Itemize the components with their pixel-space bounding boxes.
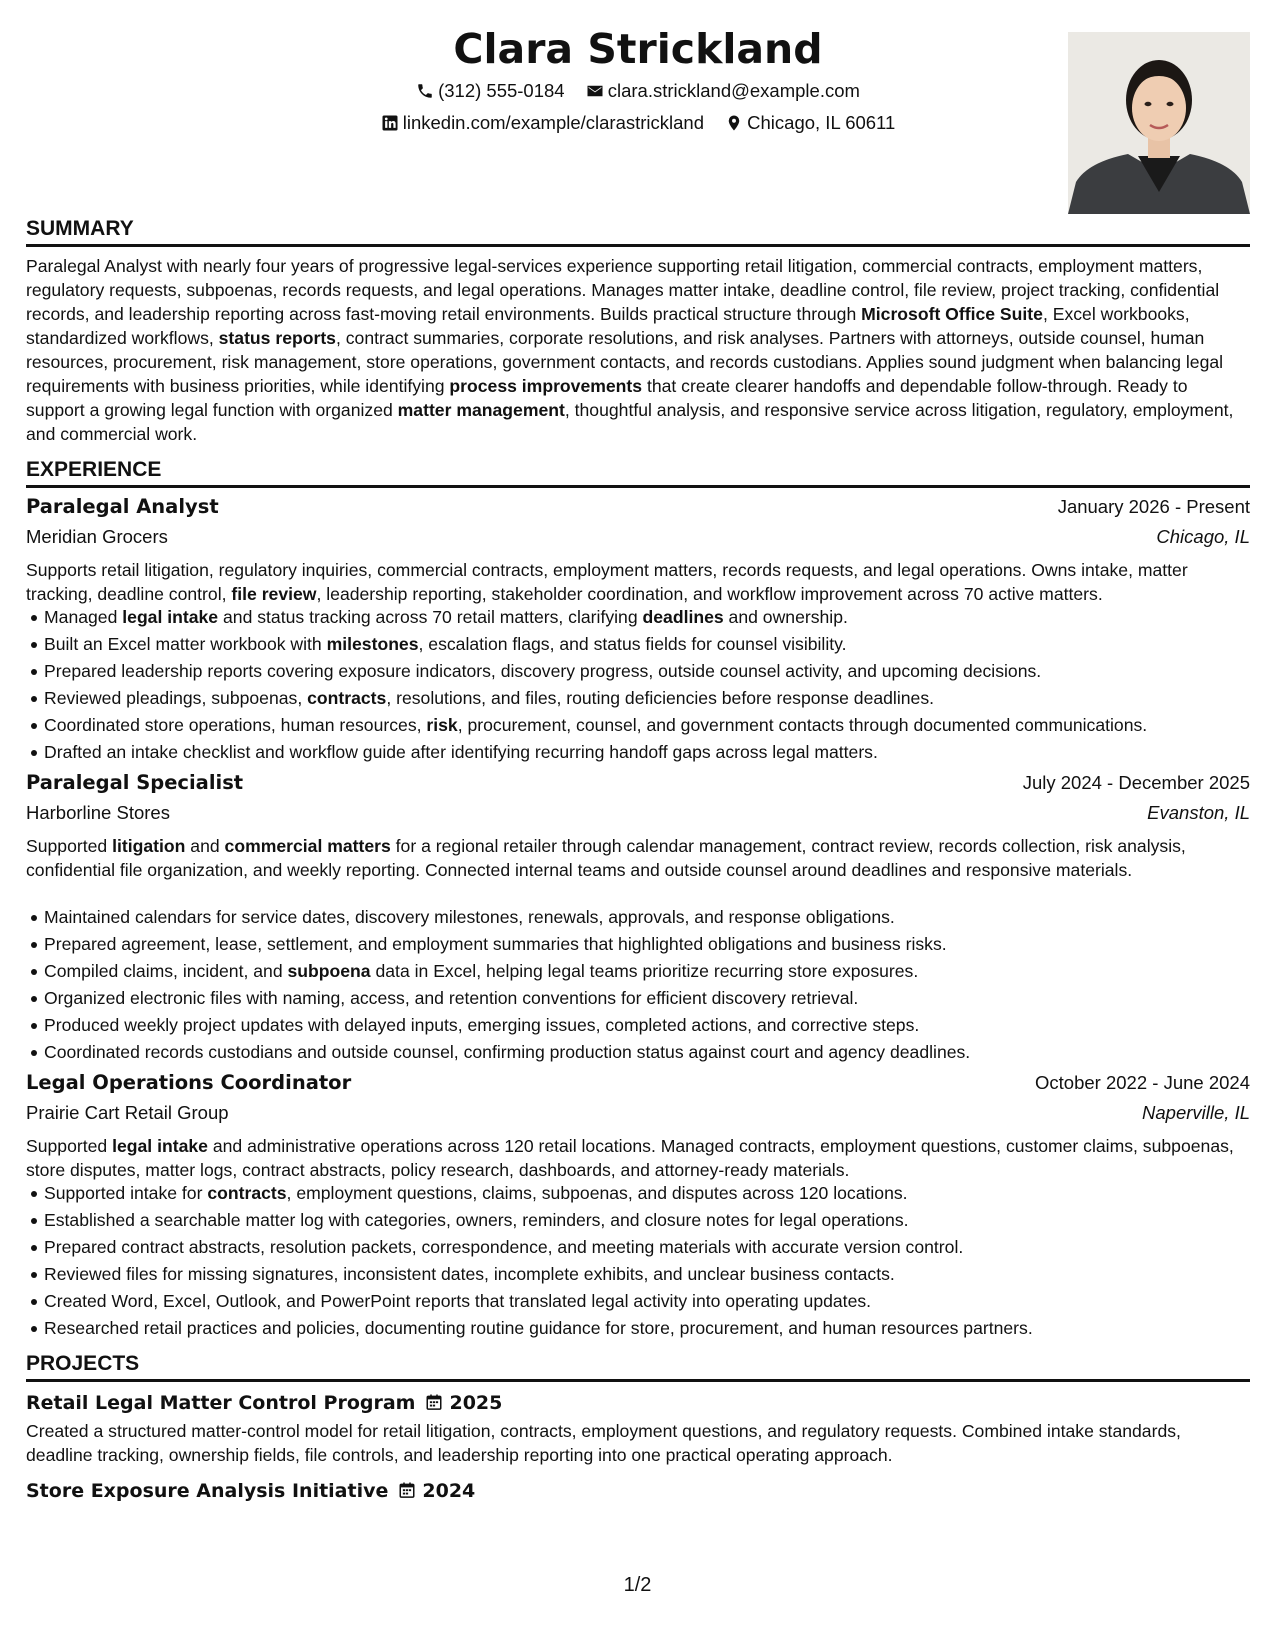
bold-phrase: contracts: [307, 688, 387, 708]
job-title: Legal Operations Coordinator: [26, 1071, 352, 1094]
bullet-item: [44, 1261, 1268, 1288]
bullet-item: [44, 1207, 1268, 1234]
bullet-item: [44, 958, 1268, 985]
job-company: Prairie Cart Retail Group: [26, 1102, 229, 1123]
text-segment: Organized electronic files with naming, access, and retention conventions for efficient discovery retrieval.: [44, 988, 859, 1008]
text-segment: Researched retail practices and policies, documenting routine guidance for store, procurement, and human resources partners.: [44, 1318, 1033, 1338]
text-segment: Created Word, Excel, Outlook, and PowerPoint reports that translated legal activity into operating updates.: [44, 1291, 872, 1311]
bold-phrase: status reports: [218, 328, 336, 348]
project-title: [26, 1477, 475, 1505]
text-segment: Drafted an intake checklist and workflow guide after identifying recurring handoff gaps across legal matters.: [44, 742, 878, 762]
calendar-icon: [398, 1481, 416, 1499]
bullet-item: [44, 985, 1268, 1012]
text-segment: Supported: [26, 1136, 113, 1156]
text-segment: , procurement, counsel, and government contacts through documented communications.: [457, 715, 1148, 735]
bullet-item: [44, 1180, 1268, 1207]
email-text: clara.strickland@example.com: [607, 80, 860, 101]
summary-heading: SUMMARY: [26, 217, 134, 240]
profile-photo: [1068, 32, 1250, 214]
job-bullets: [26, 604, 1268, 766]
text-segment: Coordinated records custodians and outside counsel, confirming production status against court and agency deadlines.: [44, 1042, 971, 1062]
bold-phrase: contracts: [207, 1183, 287, 1203]
text-segment: Prepared leadership reports covering exposure indicators, discovery progress, outside counsel activity, and upcoming decisions.: [44, 661, 1042, 681]
job-summary: [26, 1134, 1250, 1182]
text-segment: Supports retail litigation, regulatory inquiries, commercial contracts, employment matters, records requests, and legal operations. Owns intake, matter tracking, deadline control,: [26, 560, 1188, 604]
contact-phone: [416, 78, 565, 104]
text-segment: Reviewed files for missing signatures, inconsistent dates, incomplete exhibits, and unclear business contacts.: [44, 1264, 895, 1284]
text-segment: that create clearer handoffs and dependable follow-through. Ready to support a growing legal function with organized: [26, 376, 1188, 420]
text-segment: and ownership.: [723, 607, 848, 627]
projects-heading: PROJECTS: [26, 1352, 140, 1375]
project-year: 2024: [422, 1480, 476, 1502]
bullet-item: [44, 685, 1268, 712]
text-segment: Established a searchable matter log with categories, owners, reminders, and closure notes for legal operations.: [44, 1210, 909, 1230]
text-segment: data in Excel, helping legal teams prioritize recurring store exposures.: [370, 961, 919, 981]
text-segment: , resolutions, and files, routing deficiencies before response deadlines.: [386, 688, 935, 708]
contact-line-1: [26, 78, 1250, 104]
resume-page: [26, 0, 1250, 1650]
bullet-item: [44, 631, 1268, 658]
job-summary: [26, 558, 1250, 606]
portrait-image: [1068, 32, 1250, 214]
experience-divider: [26, 485, 1250, 488]
text-segment: Supported intake for: [44, 1183, 208, 1203]
text-segment: , employment questions, claims, subpoenas, and disputes across 120 locations.: [286, 1183, 908, 1203]
text-segment: Produced weekly project updates with delayed inputs, emerging issues, completed actions, and corrective steps.: [44, 1015, 920, 1035]
bullet-item: [44, 1234, 1268, 1261]
bullet-item: [44, 1288, 1268, 1315]
summary-text: [26, 254, 1250, 446]
bullet-item: [44, 1039, 1268, 1066]
job-bullets: [26, 1180, 1268, 1342]
project-name: Store Exposure Analysis Initiative: [26, 1480, 389, 1502]
project-name: Retail Legal Matter Control Program: [26, 1392, 416, 1414]
bold-phrase: subpoena: [287, 961, 371, 981]
linkedin-icon: [381, 114, 399, 132]
location-text: Chicago, IL 60611: [747, 112, 896, 133]
contact-line-2: [26, 110, 1250, 136]
bold-phrase: commercial matters: [224, 836, 391, 856]
bold-phrase: deadlines: [642, 607, 724, 627]
job-company: Harborline Stores: [26, 802, 170, 823]
bullet-item: [44, 1315, 1268, 1342]
bold-phrase: risk: [426, 715, 458, 735]
bold-phrase: process improvements: [449, 376, 643, 396]
job-title: Paralegal Specialist: [26, 771, 244, 794]
phone-text: (312) 555-0184: [438, 80, 565, 101]
text-segment: Prepared agreement, lease, settlement, and employment summaries that highlighted obligations and business risks.: [44, 934, 947, 954]
bullet-item: [44, 904, 1268, 931]
text-segment: and: [185, 836, 225, 856]
text-segment: Coordinated store operations, human resources,: [44, 715, 427, 735]
job-dates: October 2022 - June 2024: [1035, 1072, 1250, 1093]
job-location: Evanston, IL: [1147, 802, 1250, 823]
project-title: [26, 1389, 502, 1417]
map-pin-icon: [725, 114, 743, 132]
text-segment: , leadership reporting, stakeholder coordination, and workflow improvement across 70 active matters.: [316, 584, 1103, 604]
bold-phrase: legal intake: [122, 607, 219, 627]
text-segment: , thoughtful analysis, and responsive service across litigation, regulatory, employment, and commercial work.: [26, 400, 1234, 444]
job-location: Naperville, IL: [1142, 1102, 1250, 1123]
contact-location: [725, 110, 895, 136]
envelope-icon: [586, 82, 604, 100]
text-segment: , escalation flags, and status fields for counsel visibility.: [418, 634, 847, 654]
bullet-item: [44, 1012, 1268, 1039]
job-location: Chicago, IL: [1156, 526, 1250, 547]
bold-phrase: legal intake: [112, 1136, 208, 1156]
bullet-item: [44, 739, 1268, 766]
text-segment: , Excel workbooks, standardized workflows,: [26, 304, 1190, 348]
text-segment: Supported: [26, 836, 113, 856]
candidate-name: Clara Strickland: [453, 25, 823, 73]
text-segment: Maintained calendars for service dates, discovery milestones, renewals, approvals, and response obligations.: [44, 907, 895, 927]
resume-header: [26, 22, 1250, 222]
page-number: 1/2: [623, 1574, 652, 1596]
text-segment: and administrative operations across 120 retail locations. Managed contracts, employment questions, customer claims, subpoenas, store disputes, matter logs, contract abstracts, policy research, dashboards, and attorney-ready materials.: [26, 1136, 1234, 1180]
calendar-icon: [425, 1393, 443, 1411]
contact-linkedin[interactable]: [381, 110, 704, 136]
project-description: Created a structured matter-control model for retail litigation, contracts, employment questions, and regulatory requests. Combined intake standards, deadline tracking, ownership fields, file controls, and leadership reporting into one practical operating approach.: [26, 1421, 1181, 1465]
text-segment: Built an Excel matter workbook with: [44, 634, 327, 654]
text-segment: Compiled claims, incident, and: [44, 961, 288, 981]
bold-phrase: litigation: [112, 836, 186, 856]
bold-phrase: file review: [231, 584, 317, 604]
contact-email[interactable]: [586, 78, 860, 104]
project-year: 2025: [449, 1392, 503, 1414]
bullet-item: [44, 604, 1268, 631]
job-summary: [26, 834, 1250, 882]
text-segment: , contract summaries, corporate resolutions, and risk analyses. Partners with attorneys, outside counsel, human resources, procurement, risk management, store operations, government contacts, and records custodians. Applies sound judgment when balancing legal requirements with business priorities, while identifying: [26, 328, 1224, 396]
bold-phrase: matter management: [397, 400, 565, 420]
job-company: Meridian Grocers: [26, 526, 168, 547]
bold-phrase: milestones: [326, 634, 419, 654]
linkedin-text: linkedin.com/example/clarastrickland: [402, 112, 705, 133]
text-segment: Reviewed pleadings, subpoenas,: [44, 688, 308, 708]
summary-divider: [26, 244, 1250, 247]
bullet-item: [44, 712, 1268, 739]
text-segment: Paralegal Analyst with nearly four years of progressive legal-services experience supporting retail litigation, commercial contracts, employment matters, regulatory requests, subpoenas, records requests, and legal operations. Manages matter intake, deadline control, file review, project tracking, confidential records, and leadership reporting across fast-moving retail environments. Builds practical structure through: [26, 256, 1220, 324]
job-dates: July 2024 - December 2025: [1022, 772, 1250, 793]
job-title: Paralegal Analyst: [26, 495, 219, 518]
bold-phrase: Microsoft Office Suite: [861, 304, 1043, 324]
text-segment: and status tracking across 70 retail matters, clarifying: [218, 607, 643, 627]
bullet-item: [44, 931, 1268, 958]
bullet-item: [44, 658, 1268, 685]
text-segment: Prepared contract abstracts, resolution packets, correspondence, and meeting materials with accurate version control.: [44, 1237, 964, 1257]
job-bullets: [26, 904, 1268, 1066]
phone-icon: [416, 82, 434, 100]
text-segment: Managed: [44, 607, 123, 627]
projects-divider: [26, 1379, 1250, 1382]
job-dates: January 2026 - Present: [1057, 496, 1250, 517]
experience-heading: EXPERIENCE: [26, 458, 162, 481]
text-segment: for a regional retailer through calendar management, contract review, records collection, risk analysis, confidential file organization, and weekly reporting. Connected internal teams and outside counsel around deadlines and responsive materials.: [26, 836, 1186, 880]
